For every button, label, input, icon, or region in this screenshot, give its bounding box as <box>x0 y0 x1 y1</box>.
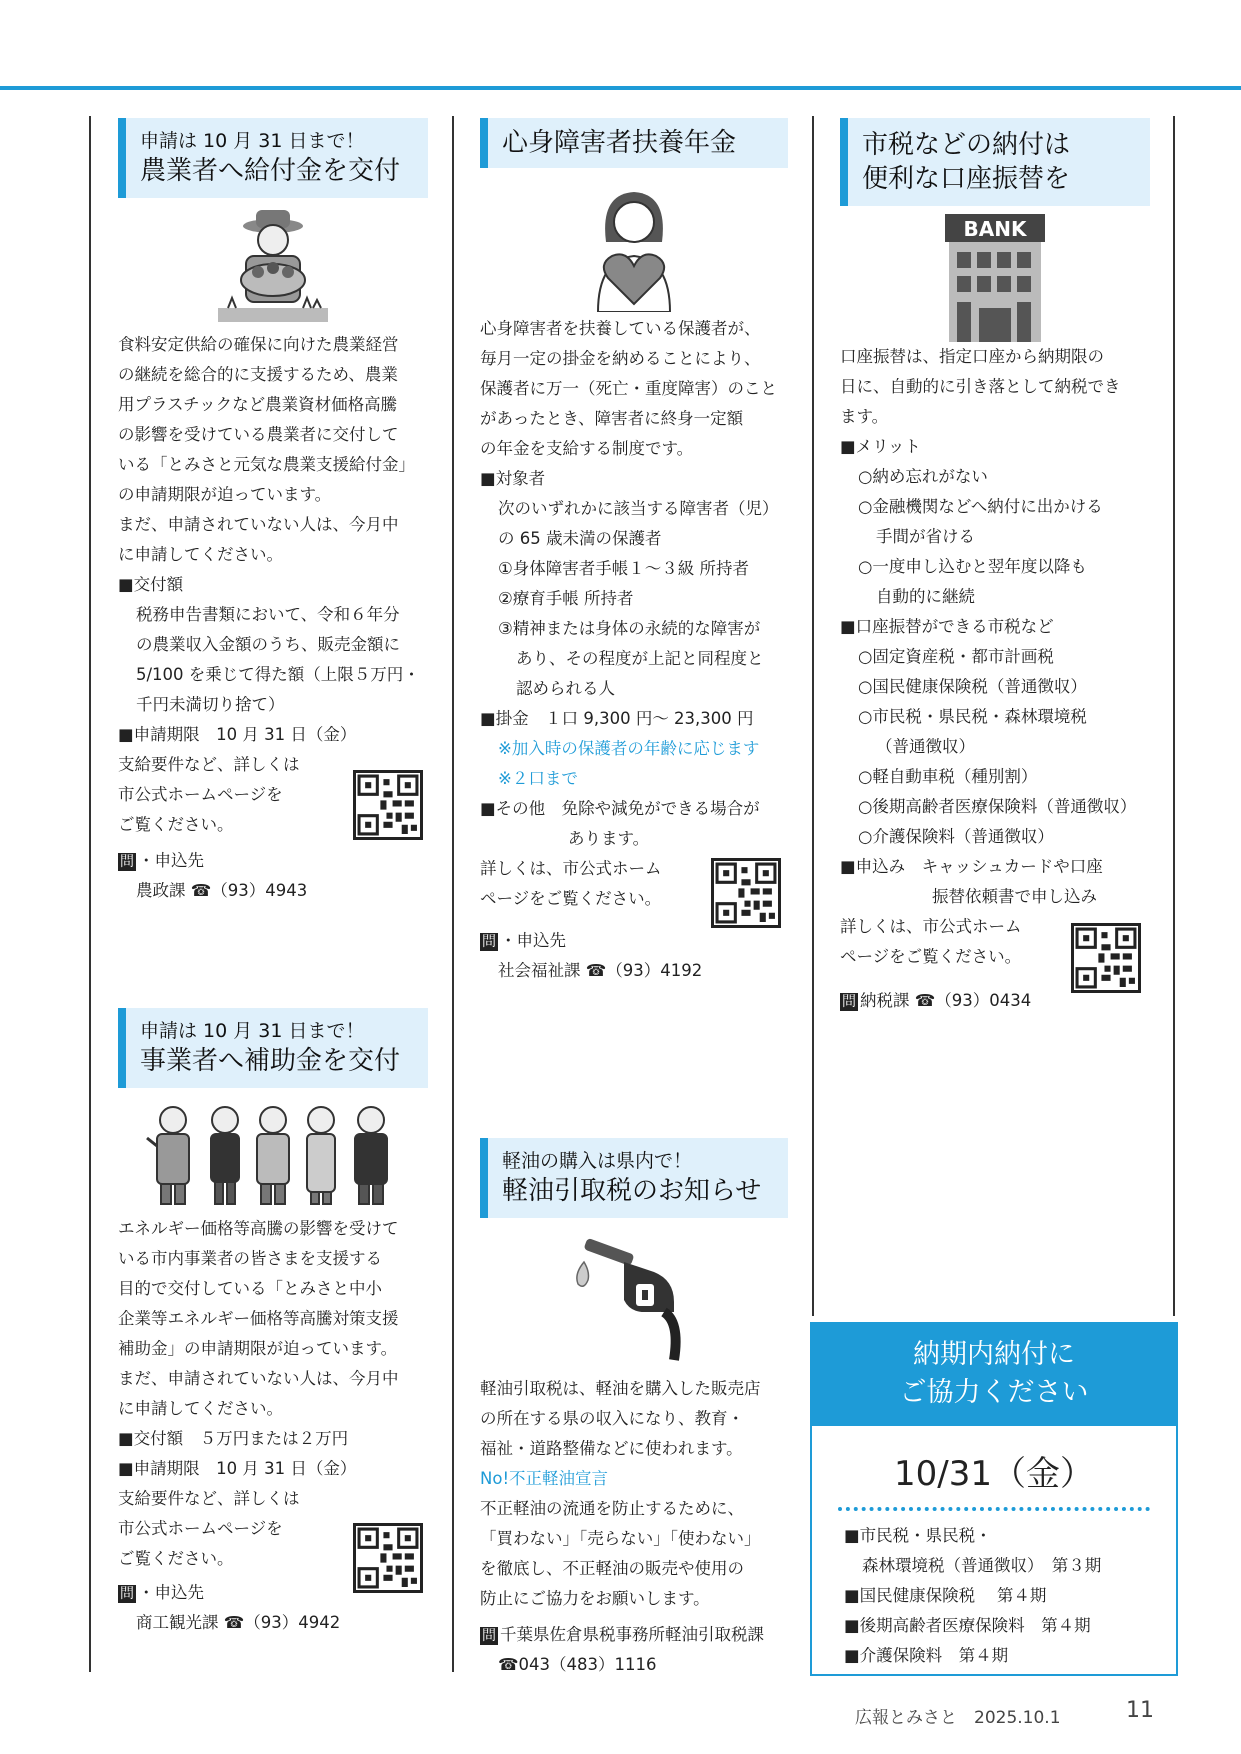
bank-sign: BANK <box>963 217 1027 241</box>
pension-title: 心身障害者扶養年金 <box>502 128 737 158</box>
pension-item-1: ①身体障害者手帳１～３級 所持者 <box>498 559 750 578</box>
diesel-body-line: 軽油引取税は、軽油を購入した販売店 <box>480 1379 761 1398</box>
biz-body-line: に申請してください。 <box>118 1399 283 1418</box>
qr-icon <box>714 861 778 925</box>
pension-qr-code[interactable] <box>711 858 781 928</box>
biz-heading <box>118 1008 428 1088</box>
agri-subtitle: 申請は 10 月 31 日まで！ <box>140 130 365 152</box>
woman-heart-illustration <box>584 182 684 312</box>
biz-body-line: エネルギー価格等高騰の影響を受けて <box>118 1219 399 1238</box>
diesel-contact-dept: 千葉県佐倉県税事務所軽油引取税課 <box>500 1625 764 1644</box>
tax-item-2: ○国民健康保険税（普通徴収） <box>858 677 1087 696</box>
pension-other-line: ■その他 免除や減免ができる場合が <box>480 799 760 818</box>
agri-body-line: の申請期限が迫っています。 <box>118 485 332 504</box>
transfer-body <box>840 342 1150 1016</box>
biz-body-line: 補助金」の申請期限が迫っています。 <box>118 1339 398 1358</box>
due-date: 10/31（金） <box>894 1454 1094 1494</box>
pension-target-line: 次のいずれかに該当する障害者（児） <box>498 499 779 518</box>
pension-body-line: があったとき、障害者に終身一定額 <box>480 409 744 428</box>
diesel-heading <box>480 1138 788 1218</box>
contact-badge-icon: 問 <box>120 1586 134 1602</box>
diesel-body2-line: 防止にご協力をお願いします。 <box>480 1589 710 1608</box>
diesel-title: 軽油引取税のお知らせ <box>502 1176 762 1206</box>
pension-body-line: の年金を支給する制度です。 <box>480 439 694 458</box>
biz-body-line: 目的で交付している「とみさと中小 <box>118 1279 382 1298</box>
tax-item-4: ○軽自動車税（種別割） <box>858 767 1038 786</box>
transfer-detail-line: 詳しくは、市公式ホーム <box>840 917 1022 936</box>
pension-body-line: 毎月一定の掛金を納めることにより、 <box>480 349 761 368</box>
biz-detail-line: 支給要件など、詳しくは <box>118 1489 300 1508</box>
agri-amount-line: 税務申告書類において、令和６年分 <box>136 605 400 624</box>
right-border <box>1173 116 1175 1316</box>
biz-contact-dept: 商工観光課 ☎（93）4942 <box>136 1613 341 1632</box>
transfer-body-line: 日に、自動的に引き落として納税でき <box>840 377 1121 396</box>
pension-target-line: の 65 歳未満の保護者 <box>498 529 662 548</box>
agri-deadline: ■申請期限 10 月 31 日（金） <box>118 725 357 744</box>
agri-body-line: 食料安定供給の確保に向けた農業経営 <box>118 335 399 354</box>
due-date-title-line: 納期内納付に <box>913 1339 1075 1370</box>
agri-heading <box>118 118 428 198</box>
pension-detail-line: 詳しくは、市公式ホーム <box>480 859 662 878</box>
biz-title: 事業者へ補助金を交付 <box>140 1046 401 1076</box>
due-item: 森林環境税（普通徴収） 第３期 <box>862 1556 1102 1575</box>
column-2 <box>480 118 788 986</box>
agri-body-line: 用プラスチックなど農業資材価格高騰 <box>118 395 398 414</box>
agri-body-line: いる「とみさと元気な農業支援給付金」 <box>118 455 415 474</box>
diesel-body2-line: 不正軽油の流通を防止するために、 <box>480 1499 744 1518</box>
diesel-contact <box>480 1620 788 1650</box>
agri-amount-label: ■交付額 <box>118 575 184 594</box>
contact-badge-icon: 問 <box>482 934 496 950</box>
bank-illustration <box>943 214 1047 342</box>
page-number: 11 <box>1126 1698 1154 1723</box>
biz-amount: ■交付額 ５万円または２万円 <box>118 1429 349 1448</box>
biz-body-line: まだ、申請されていない人は、今月中 <box>118 1369 399 1388</box>
pension-heading <box>480 118 788 168</box>
contact-badge-icon: 問 <box>842 994 856 1010</box>
qr-icon <box>356 773 420 837</box>
transfer-detail-line: ページをご覧ください。 <box>840 947 1022 966</box>
qr-icon <box>356 1526 420 1590</box>
contact-label: ・申込先 <box>138 1583 204 1602</box>
column-divider-2 <box>812 116 814 1316</box>
biz-subtitle: 申請は 10 月 31 日まで！ <box>140 1020 365 1042</box>
pension-item-3-line: 認められる人 <box>516 679 615 698</box>
tax-item-3-line: ○市民税・県民税・森林環境税 <box>858 707 1087 726</box>
biz-body-line: いる市内事業者の皆さまを支援する <box>118 1249 382 1268</box>
due-item: ■国民健康保険税 第４期 <box>844 1586 1047 1605</box>
due-item: ■市民税・県民税・ <box>844 1526 992 1545</box>
agri-amount-line: 千円未満切り捨て） <box>136 695 285 714</box>
merit-1: ○納め忘れがない <box>858 467 988 486</box>
apply-line: 振替依頼書で申し込み <box>932 887 1097 906</box>
column-3 <box>840 118 1150 1016</box>
biz-detail-line: 市公式ホームページを <box>118 1519 283 1538</box>
contact-badge-icon: 問 <box>482 1628 496 1644</box>
diesel-body-line: 福祉・道路整備などに使われます。 <box>480 1439 743 1458</box>
biz-qr-code[interactable] <box>353 1523 423 1593</box>
biz-deadline: ■申請期限 10 月 31 日（金） <box>118 1459 357 1478</box>
contact-label: ・申込先 <box>500 931 566 950</box>
biz-body-line: 企業等エネルギー価格等高騰対策支援 <box>118 1309 399 1328</box>
due-item: ■介護保険料 第４期 <box>844 1646 1009 1665</box>
diesel-body-line: の所在する県の収入になり、教育・ <box>480 1409 744 1428</box>
agri-qr-code[interactable] <box>353 770 423 840</box>
agri-body-line: の影響を受けている農業者に交付して <box>118 425 399 444</box>
column-2-lower <box>480 1138 788 1680</box>
transfer-qr-code[interactable] <box>1071 923 1141 993</box>
tax-item-6: ○介護保険料（普通徴収） <box>858 827 1054 846</box>
agri-amount-line: 5/100 を乗じて得た額（上限５万円・ <box>136 665 420 684</box>
transfer-heading <box>840 118 1150 206</box>
merit-2-line: ○金融機関などへ納付に出かける <box>858 497 1103 516</box>
contact-badge-icon: 問 <box>120 854 134 870</box>
tax-item-1: ○固定資産税・都市計画税 <box>858 647 1054 666</box>
pension-body-line: 心身障害者を扶養している保護者が、 <box>480 319 761 338</box>
agri-detail-line: ご覧ください。 <box>118 815 234 834</box>
agri-body-line: の継続を総合的に支援するため、農業 <box>118 365 398 384</box>
transfer-title-line: 市税などの納付は <box>862 130 1071 160</box>
contact-label: ・申込先 <box>138 851 204 870</box>
transfer-contact-dept: 納税課 ☎（93）0434 <box>860 991 1032 1010</box>
pension-item-2: ②療育手帳 所持者 <box>498 589 634 608</box>
agri-amount-line: の農業収入金額のうち、販売金額に <box>136 635 400 654</box>
transfer-body-line: 口座振替は、指定口座から納期限の <box>840 347 1104 366</box>
agri-detail-line: 支給要件など、詳しくは <box>118 755 300 774</box>
agri-contact-dept: 農政課 ☎（93）4943 <box>136 881 308 900</box>
taxes-label: ■口座振替ができる市税など <box>840 617 1054 636</box>
merit-3-line: 自動的に継続 <box>876 587 975 606</box>
pension-note-1: ※加入時の保護者の年齢に応じます <box>498 739 760 758</box>
diesel-body2-line: を徹底し、不正軽油の販売や使用の <box>480 1559 744 1578</box>
biz-detail-line: ご覧ください。 <box>118 1549 234 1568</box>
apply-line: ■申込み キャッシュカードや口座 <box>840 857 1103 876</box>
due-date-box <box>810 1322 1178 1676</box>
pension-contact-dept: 社会福祉課 ☎（93）4192 <box>498 961 703 980</box>
due-date-items <box>812 1521 1176 1671</box>
top-rule <box>0 86 1241 90</box>
pension-note-2: ※２口まで <box>498 769 578 788</box>
pension-target-label: ■対象者 <box>480 469 546 488</box>
pension-contact <box>480 926 788 956</box>
diesel-contact-tel: ☎043（483）1116 <box>498 1655 657 1674</box>
due-item: ■後期高齢者医療保険料 第４期 <box>844 1616 1091 1635</box>
diesel-body <box>480 1374 788 1680</box>
agri-body-line: まだ、申請されていない人は、今月中 <box>118 515 399 534</box>
transfer-title-line: 便利な口座振替を <box>862 164 1071 194</box>
pension-detail-line: ページをご覧ください。 <box>480 889 662 908</box>
pension-body-line: 保護者に万一（死亡・重度障害）のこと <box>480 379 777 398</box>
pension-item-3-line: ③精神または身体の永続的な障害が <box>498 619 761 638</box>
due-date-heading <box>812 1324 1176 1426</box>
merit-2-line: 手間が省ける <box>876 527 975 546</box>
qr-icon <box>1074 926 1138 990</box>
due-date-title-line: ご協力ください <box>899 1377 1089 1408</box>
farmer-illustration <box>208 204 338 328</box>
diesel-slogan: No!不正軽油宣言 <box>480 1469 609 1488</box>
pension-fee: ■掛金 １口 9,300 円～ 23,300 円 <box>480 709 754 728</box>
agri-title: 農業者へ給付金を交付 <box>140 156 401 186</box>
agri-body-line: に申請してください。 <box>118 545 283 564</box>
column-divider-1 <box>452 116 454 1672</box>
tax-item-3-line: （普通徴収） <box>876 737 975 756</box>
dotted-divider <box>838 1507 1150 1511</box>
fuel-nozzle-illustration <box>564 1232 704 1362</box>
diesel-subtitle: 軽油の購入は県内で！ <box>502 1150 693 1172</box>
tax-item-5: ○後期高齢者医療保険料（普通徴収） <box>858 797 1137 816</box>
left-border <box>89 116 91 1672</box>
agri-detail-line: 市公式ホームページを <box>118 785 283 804</box>
publication-name: 広報とみさと 2025.10.1 <box>855 1708 1061 1728</box>
diesel-body2-line: 「買わない」「売らない」「使わない」 <box>480 1529 761 1548</box>
merit-3-line: ○一度申し込むと翌年度以降も <box>858 557 1087 576</box>
pension-other-line: あります。 <box>568 829 650 848</box>
merit-label: ■メリット <box>840 437 921 456</box>
agri-contact <box>118 846 428 876</box>
transfer-body-line: ます。 <box>840 407 889 426</box>
workers-illustration <box>143 1098 403 1208</box>
pension-item-3-line: あり、その程度が上記と同程度と <box>516 649 764 668</box>
